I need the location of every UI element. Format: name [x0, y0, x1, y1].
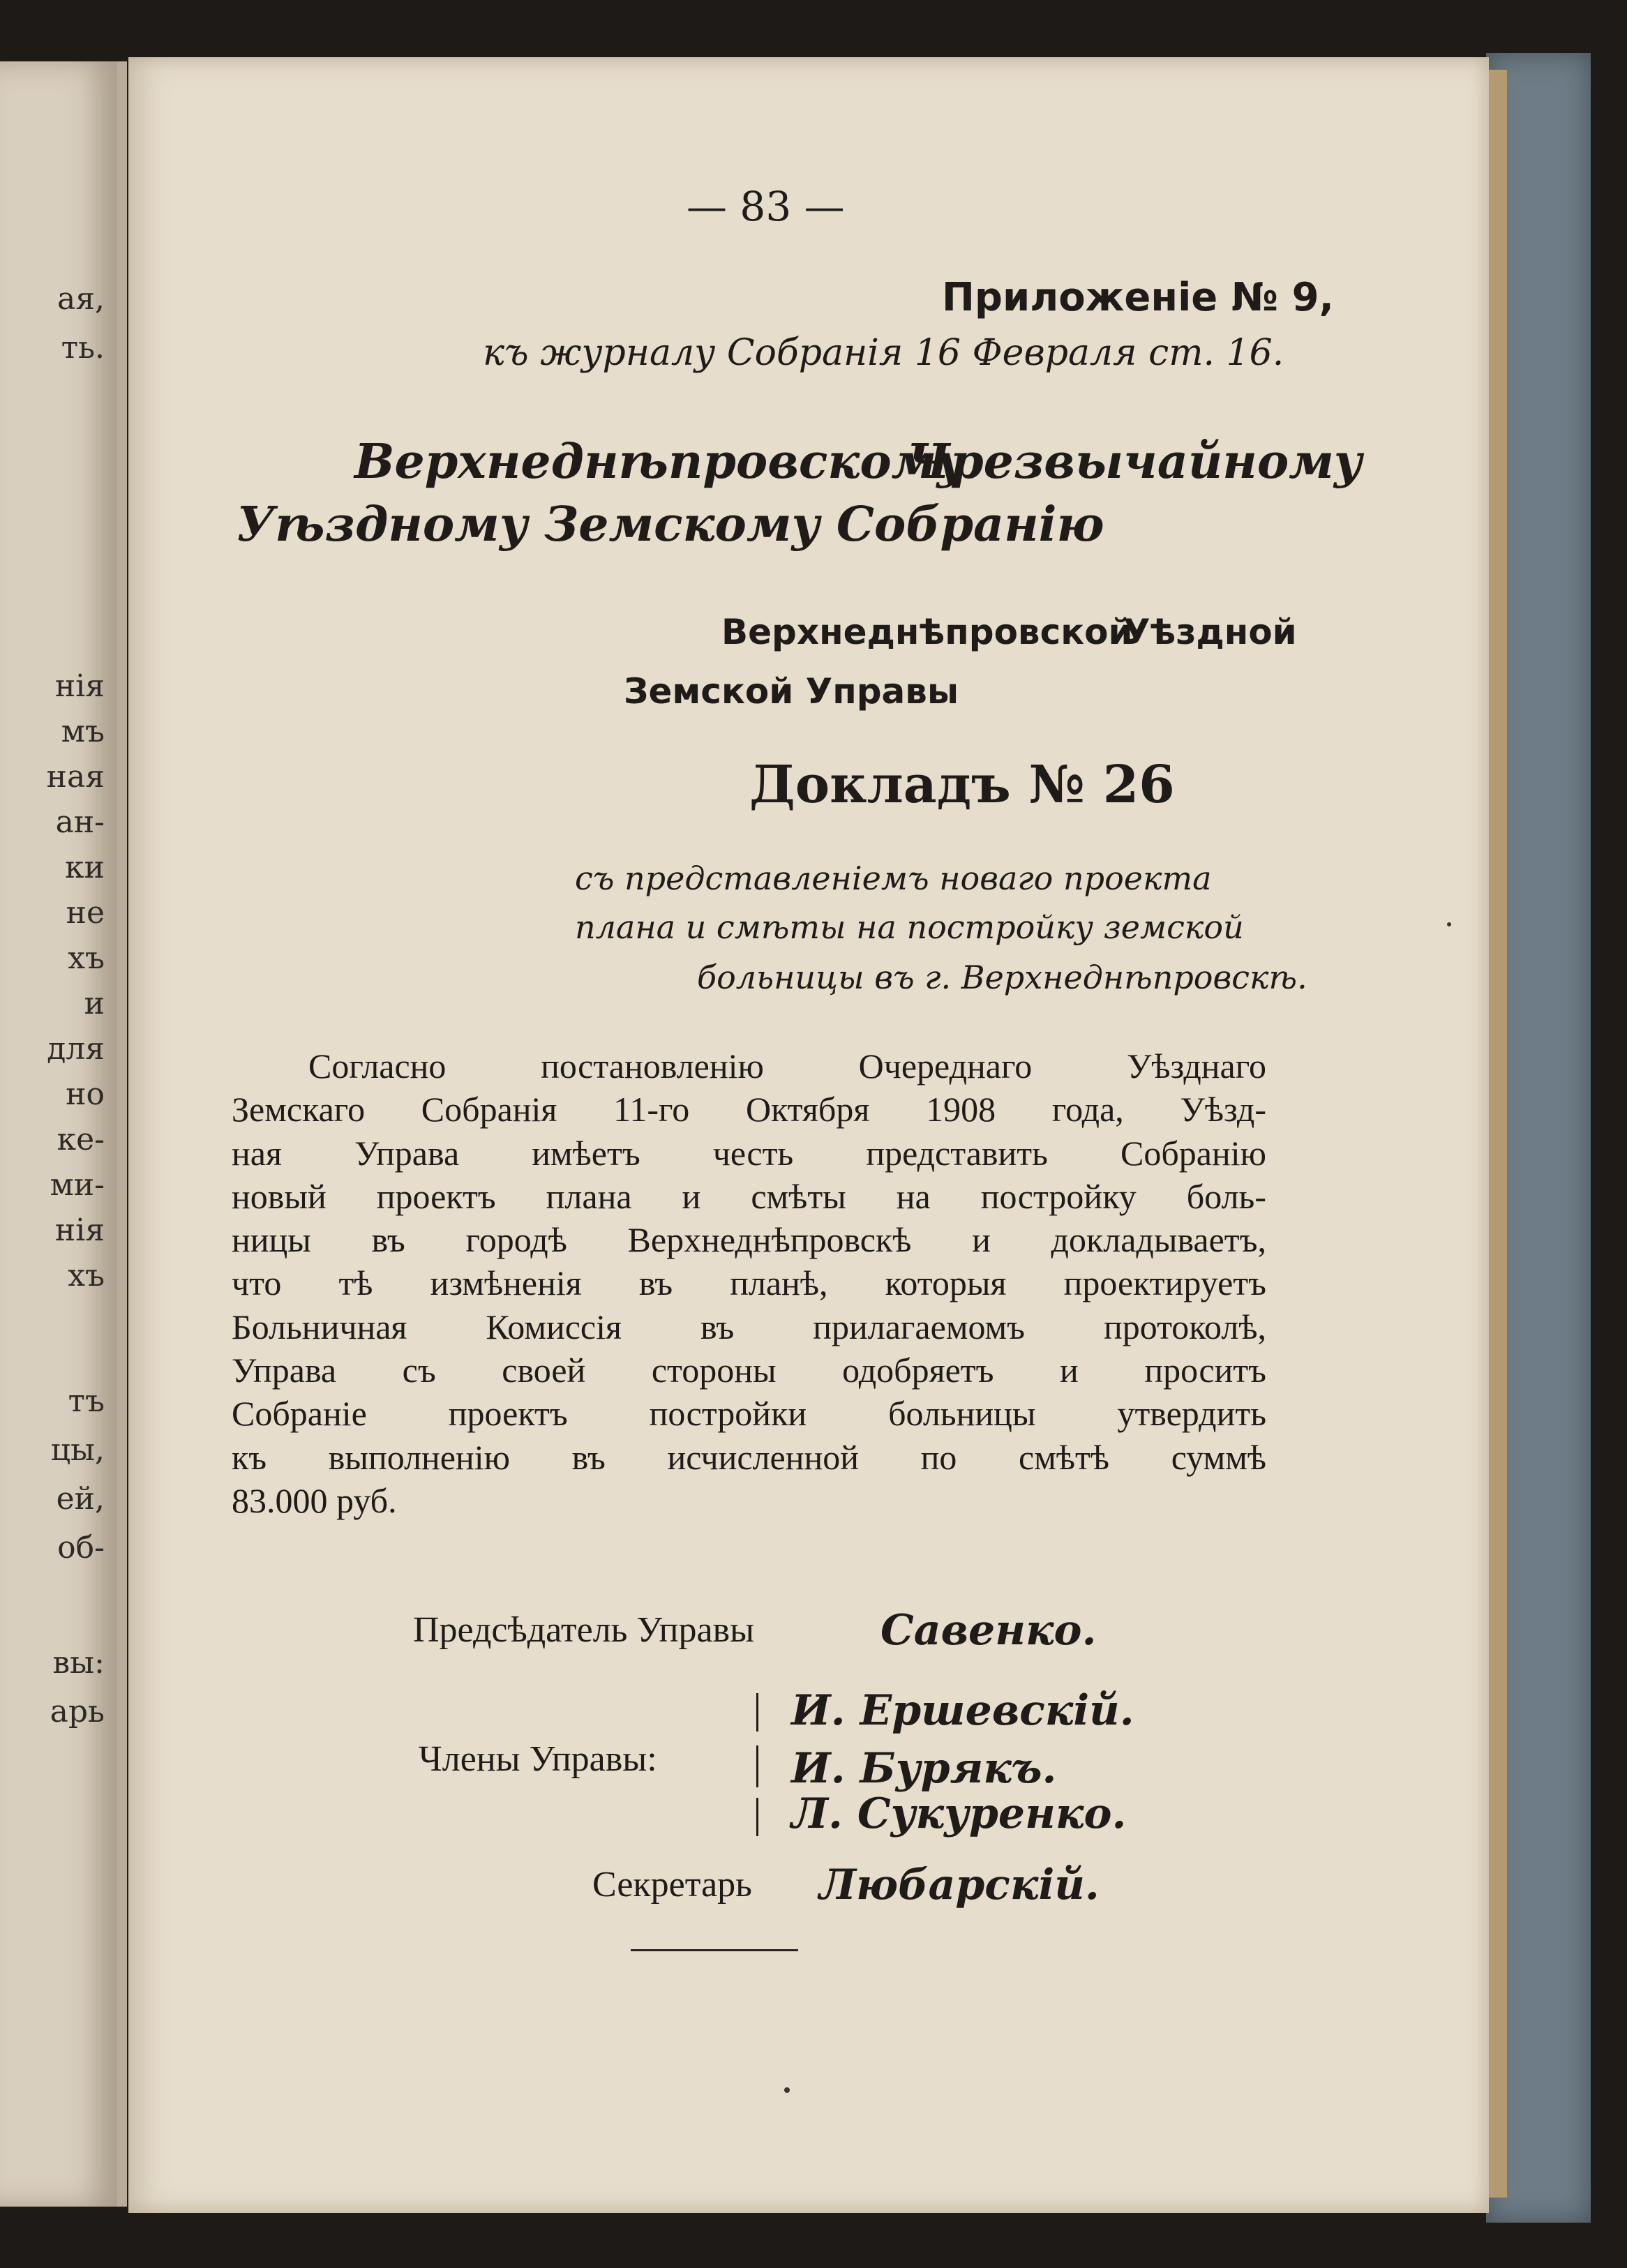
speck: [1447, 922, 1451, 926]
facing-page-fragment: хъ: [68, 1258, 105, 1293]
board-heading: Уѣздной: [1123, 612, 1297, 652]
body-line: Собраніе проектъ постройки больницы утвердить: [232, 1394, 1266, 1434]
member-signature: Л. Сукуренко.: [791, 1789, 1127, 1838]
body-line: къ выполненію въ исчисленной по смѣтѣ суммѣ: [232, 1437, 1266, 1477]
facing-page-fragment: хъ: [68, 940, 105, 976]
members-label: Члены Управы:: [419, 1739, 657, 1779]
facing-page-fragment: ей,: [56, 1481, 105, 1517]
facing-page-fragment: вы:: [52, 1645, 105, 1681]
secretary-signature: Любарскій.: [819, 1861, 1100, 1909]
report-subtitle: съ представленіемъ новаго проекта: [575, 859, 1212, 897]
speck: [784, 2087, 790, 2093]
facing-page-fragment: тъ: [68, 1383, 105, 1419]
addressee-line: Верхнеднѣпровскому: [354, 434, 966, 490]
facing-page-fragment: нія: [54, 668, 105, 704]
facing-page-fragment: но: [66, 1076, 105, 1112]
report-subtitle: больницы въ г. Верхнеднѣпровскѣ.: [697, 959, 1307, 996]
facing-page-fragment: нія: [54, 1212, 105, 1248]
addressee-line: Уѣздному Земскому Собранію: [237, 497, 1104, 553]
facing-page-fragment: мъ: [61, 714, 105, 749]
body-line: Согласно постановленію Очереднаго Уѣзднаго: [308, 1046, 1266, 1086]
member-signature: И. Бурякъ.: [791, 1744, 1057, 1793]
facing-page-fragment: цы,: [50, 1432, 105, 1468]
facing-page-fragment: ке-: [57, 1122, 105, 1157]
body-line: 83.000 руб.: [232, 1480, 397, 1520]
page-number: — 83 —: [687, 183, 845, 230]
members-brace: [756, 1798, 758, 1836]
facing-page-fragment: ми-: [50, 1167, 105, 1203]
document-page: [128, 57, 1489, 2213]
facing-page-fragment: ки: [65, 850, 105, 885]
facing-page-fragment: для: [47, 1031, 105, 1067]
report-title: Докладъ № 26: [749, 755, 1175, 815]
facing-page: [0, 61, 127, 2207]
chair-label: Предсѣдатель Управы: [413, 1610, 755, 1650]
members-brace: [756, 1745, 758, 1787]
body-line: ная Управа имѣетъ честь представить Собранію: [232, 1133, 1266, 1173]
body-line: Больничная Комиссія въ прилагаемомъ протоколѣ,: [232, 1307, 1266, 1346]
journal-reference: къ журналу Собранія 16 Февраля ст. 16.: [483, 332, 1284, 374]
facing-page-fragment: ая,: [57, 281, 105, 317]
facing-page-fragment: ть.: [61, 330, 105, 366]
board-heading: Верхнеднѣпровской: [721, 612, 1133, 652]
facing-page-fragment: и: [84, 986, 105, 1021]
member-signature: И. Ершевскій.: [791, 1686, 1134, 1735]
report-body: [232, 1044, 1266, 1522]
body-line: ницы въ городѣ Верхнеднѣпровскѣ и докладываетъ,: [232, 1220, 1266, 1260]
facing-page-fragment: арь: [50, 1694, 105, 1729]
body-line: Управа съ своей стороны одобряетъ и проситъ: [232, 1351, 1266, 1390]
closing-rule: [631, 1949, 798, 1951]
secretary-label: Секретарь: [592, 1865, 752, 1905]
facing-page-fragment: ан-: [55, 804, 105, 840]
members-brace: [756, 1693, 758, 1732]
body-line: новый проектъ плана и смѣты на постройку боль-: [232, 1176, 1266, 1216]
facing-page-fragment: не: [66, 895, 105, 931]
body-line: Земскаго Собранія 11-го Октября 1908 года, Уѣзд-: [232, 1090, 1266, 1129]
body-line: что тѣ измѣненія въ планѣ, которыя проектируетъ: [232, 1263, 1266, 1303]
chair-signature: Савенко.: [880, 1606, 1097, 1655]
report-subtitle: плана и смѣты на постройку земской: [575, 908, 1244, 946]
addressee-line: Чрезвычайному: [907, 434, 1363, 490]
appendix-title: Приложеніе № 9,: [942, 275, 1334, 320]
facing-page-fragment: ная: [46, 759, 105, 795]
facing-page-fragment: об-: [57, 1530, 105, 1565]
board-heading: Земской Управы: [624, 671, 959, 712]
